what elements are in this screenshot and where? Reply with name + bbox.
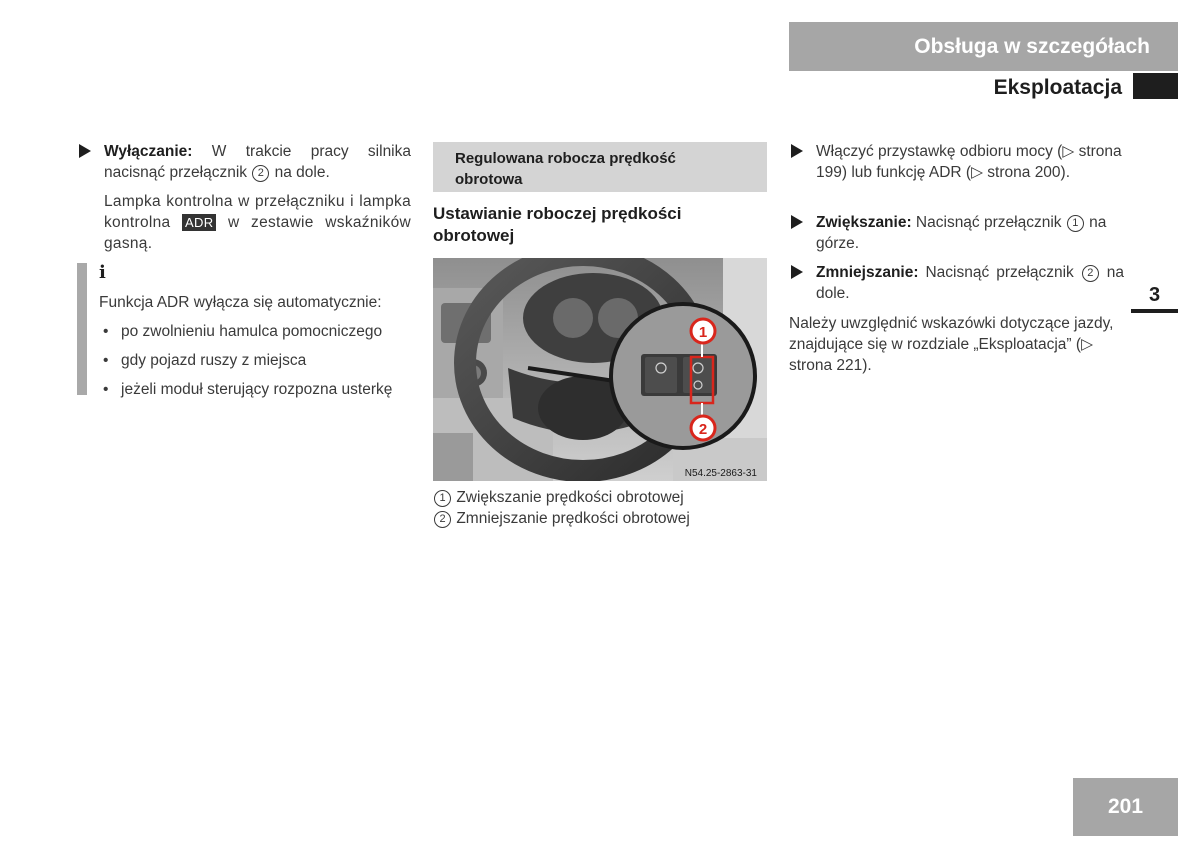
page-ref-arrow-icon: ▷ <box>1081 336 1093 353</box>
chapter-tab-underline <box>1131 309 1178 313</box>
section-title-bar <box>789 22 1178 71</box>
step-text: Nacisnąć przełącznik <box>911 214 1066 231</box>
info-list <box>103 321 423 408</box>
image-code: N54.25-2863-31 <box>684 468 757 479</box>
paragraph-text: Lampka kontrolna w przełączniku i lampka kontrolna <box>104 193 411 231</box>
page-number-box <box>1073 778 1178 836</box>
right-step-enable <box>816 141 1126 183</box>
steering-wheel-photo <box>433 258 767 481</box>
step-text: W trakcie pracy silnika nacisnąć przełącznik <box>104 143 411 181</box>
sub-heading: Ustawianie roboczej prędkości obrotowej <box>433 204 682 245</box>
info-icon: i <box>99 262 106 283</box>
step-arrow-icon <box>791 265 803 279</box>
list-item-text: gdy pojazd ruszy z miejsca <box>121 352 307 369</box>
step-text: strona 200). <box>983 164 1071 181</box>
legend-text: Zmniejszanie prędkości obrotowej <box>456 510 690 527</box>
info-intro: Funkcja ADR wyłącza się automatycznie: <box>99 294 382 311</box>
circled-number: 2 <box>434 511 451 528</box>
step-text: strona 199) lub funkcję ADR ( <box>816 143 1122 181</box>
circled-number: 2 <box>1082 265 1099 282</box>
right-step-decrease <box>816 262 1124 304</box>
subsection-title: Eksploatacja <box>993 76 1122 99</box>
circled-number: 1 <box>434 490 451 507</box>
left-step-off <box>104 141 411 183</box>
steering-wheel-illustration <box>433 258 767 481</box>
callout-1: 1 <box>698 324 708 341</box>
step-text: na dole. <box>270 164 330 181</box>
step-text: na dole. <box>816 264 1124 302</box>
list-item-text: po zwolnieniu hamulca pomocniczego <box>121 323 383 340</box>
section-title: Obsługa w szczegółach <box>914 34 1150 58</box>
right-step-increase <box>816 212 1126 254</box>
step-arrow-icon <box>791 215 803 229</box>
chapter-number: 3 <box>1148 284 1161 306</box>
page-ref-arrow-icon: ▷ <box>1062 143 1075 160</box>
info-box-bar <box>77 263 87 395</box>
step-text: na górze. <box>816 214 1107 252</box>
step-label: Zwiększanie: <box>816 214 912 231</box>
callout-2: 2 <box>698 421 708 438</box>
circled-number: 1 <box>1067 215 1084 232</box>
list-item: • jeżeli moduł sterujący rozpozna usterkę <box>103 381 393 398</box>
step-text: Nacisnąć przełącznik <box>918 264 1081 281</box>
left-paragraph <box>104 191 411 254</box>
adr-indicator-badge: ADR <box>182 214 216 231</box>
legend <box>433 487 767 529</box>
page-ref-arrow-icon: ▷ <box>971 164 983 181</box>
circled-number: 2 <box>252 165 269 182</box>
step-arrow-icon <box>791 144 803 158</box>
legend-item <box>433 508 767 529</box>
page-number: 201 <box>1107 795 1144 818</box>
list-item: • po zwolnieniu hamulca pomocniczego <box>103 323 383 340</box>
paragraph-text: w zestawie wskaźników gasną. <box>104 214 411 252</box>
step-label: Zmniejszanie: <box>816 264 919 281</box>
list-item-text: jeżeli moduł sterujący rozpozna usterkę <box>121 381 393 398</box>
legend-item <box>433 487 767 508</box>
step-text: Włączyć przystawkę odbioru mocy ( <box>816 143 1063 160</box>
step-arrow-icon <box>79 144 91 158</box>
note-text: strona 221). <box>789 357 872 374</box>
chapter-tab <box>1131 282 1178 313</box>
step-label: Wyłączanie: <box>104 143 193 160</box>
note-text: Należy uwzględnić wskazówki dotyczące jazdy, znajdujące się w rozdziale „Eksploatacja” ( <box>789 315 1114 353</box>
subsection-marker <box>1133 73 1178 99</box>
list-item: • gdy pojazd ruszy z miejsca <box>103 352 307 369</box>
legend-text: Zwiększanie prędkości obrotowej <box>456 489 684 506</box>
right-note <box>789 313 1125 376</box>
section-heading: Regulowana robocza prędkość obrotowa <box>433 142 767 192</box>
